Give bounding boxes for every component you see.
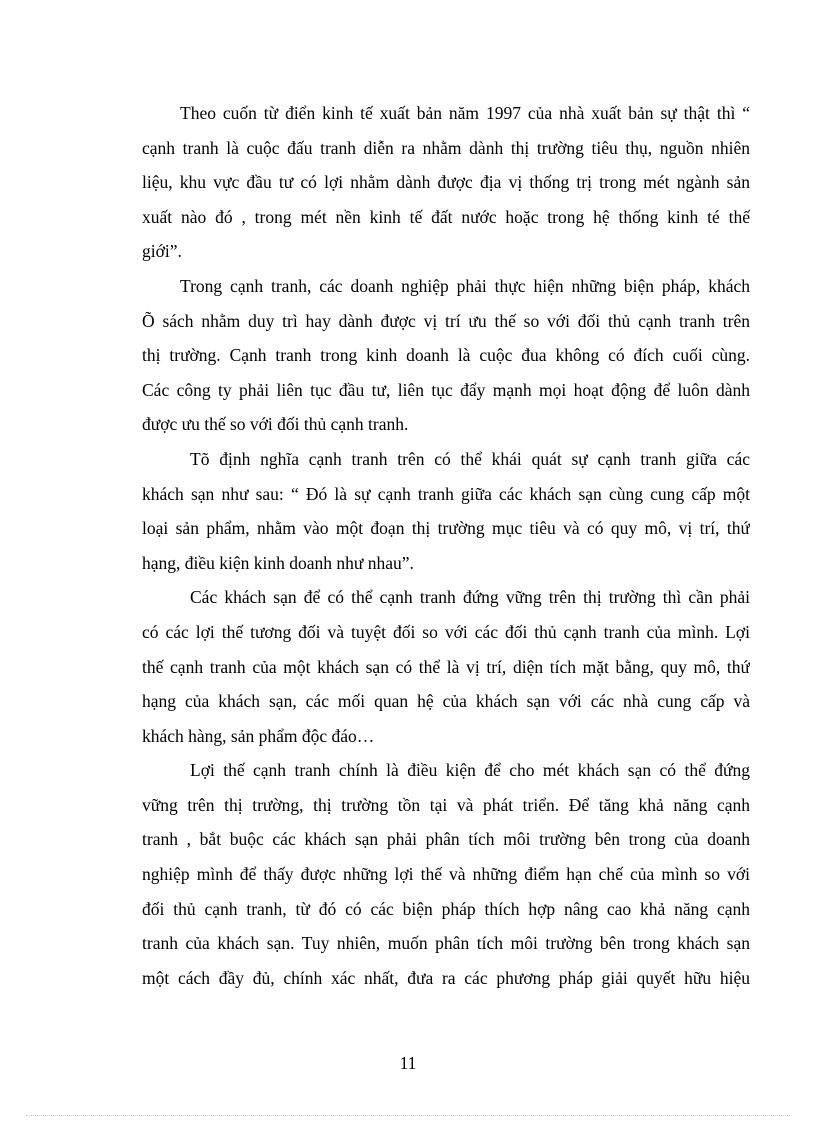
text-line: Tõ định nghĩa cạnh tranh trên có thể khái quát sự cạnh tranh giữa các bbox=[190, 448, 750, 469]
text-line: vững trên thị trường, thị trường tồn tại và phát triển. Để tăng khả năng cạnh bbox=[142, 794, 750, 815]
text-line: Õ sách nhằm duy trì hay dành được vị trí ưu thế so với đối thủ cạnh tranh trên bbox=[142, 310, 750, 331]
paragraph bbox=[142, 96, 750, 269]
paragraph bbox=[142, 753, 750, 995]
paragraph bbox=[142, 442, 750, 580]
text-line: hạng, điều kiện kinh doanh như nhau”. bbox=[142, 552, 414, 573]
text-line: tranh của khách sạn. Tuy nhiên, muốn phân tích môi trường bên trong khách sạn bbox=[142, 933, 750, 954]
text-line: Lợi thế cạnh tranh chính là điều kiện để cho mét khách sạn có thể đứng bbox=[190, 760, 750, 781]
text-line: một cách đầy đủ, chính xác nhất, đưa ra các phương pháp giải quyết hữu hiệu bbox=[142, 967, 750, 988]
text-line: hạng của khách sạn, các mối quan hệ của khách sạn với các nhà cung cấp và bbox=[142, 691, 750, 712]
paragraph bbox=[142, 580, 750, 753]
text-line: có các lợi thế tương đối và tuyệt đối so với các đối thủ cạnh tranh của mình. Lợi bbox=[142, 621, 750, 642]
text-line: Các khách sạn để có thể cạnh tranh đứng vững trên thị trường thì cần phải bbox=[190, 587, 750, 608]
text-line: Trong cạnh tranh, các doanh nghiệp phải thực hiện những biện pháp, khách bbox=[180, 275, 750, 296]
text-line: cạnh tranh là cuộc đấu tranh diễn ra nhằm dành thị trường tiêu thụ, nguồn nhiên bbox=[142, 137, 750, 158]
text-line: thị trường. Cạnh tranh trong kinh doanh là cuộc đua không có đích cuối cùng. bbox=[142, 345, 750, 366]
text-line: nghiệp mình để thấy được những lợi thế và những điểm hạn chế của mình so với bbox=[142, 864, 750, 885]
text-line: khách hàng, sản phẩm độc đáo… bbox=[142, 725, 375, 746]
text-line: Theo cuốn từ điển kinh tế xuất bản năm 1997 của nhà xuất bản sự thật thì “ bbox=[180, 103, 750, 123]
page-number: 11 bbox=[399, 1053, 417, 1073]
text-line: liệu, khu vực đầu tư có lợi nhằm dành được địa vị thống trị trong mét ngành sản bbox=[142, 172, 750, 193]
text-line: xuất nào đó , trong mét nền kinh tế đất nước hoặc trong hệ thống kinh té thế bbox=[142, 206, 750, 227]
text-line: thế cạnh tranh của một khách sạn có thể là vị trí, diện tích mặt bằng, quy mô, thứ bbox=[142, 656, 750, 677]
text-line: đối thủ cạnh tranh, từ đó có các biện pháp thích hợp nâng cao khả năng cạnh bbox=[142, 898, 750, 919]
text-line: loại sản phẩm, nhằm vào một đoạn thị trường mục tiêu và có quy mô, vị trí, thứ bbox=[142, 518, 750, 539]
text-line: được ưu thế so với đối thủ cạnh tranh. bbox=[142, 414, 409, 435]
text-line: tranh , bắt buộc các khách sạn phải phân tích môi trường bên trong của doanh bbox=[142, 829, 750, 850]
text-line: giới”. bbox=[142, 241, 182, 262]
text-line: Các công ty phải liên tục đầu tư, liên tục đẩy mạnh mọi hoạt động để luôn dành bbox=[142, 379, 750, 400]
paragraph bbox=[142, 269, 750, 442]
text-line: khách sạn như sau: “ Đó là sự cạnh tranh giữa các khách sạn cùng cung cấp một bbox=[142, 483, 750, 504]
footer-divider bbox=[26, 1115, 790, 1116]
body-text bbox=[142, 96, 750, 995]
